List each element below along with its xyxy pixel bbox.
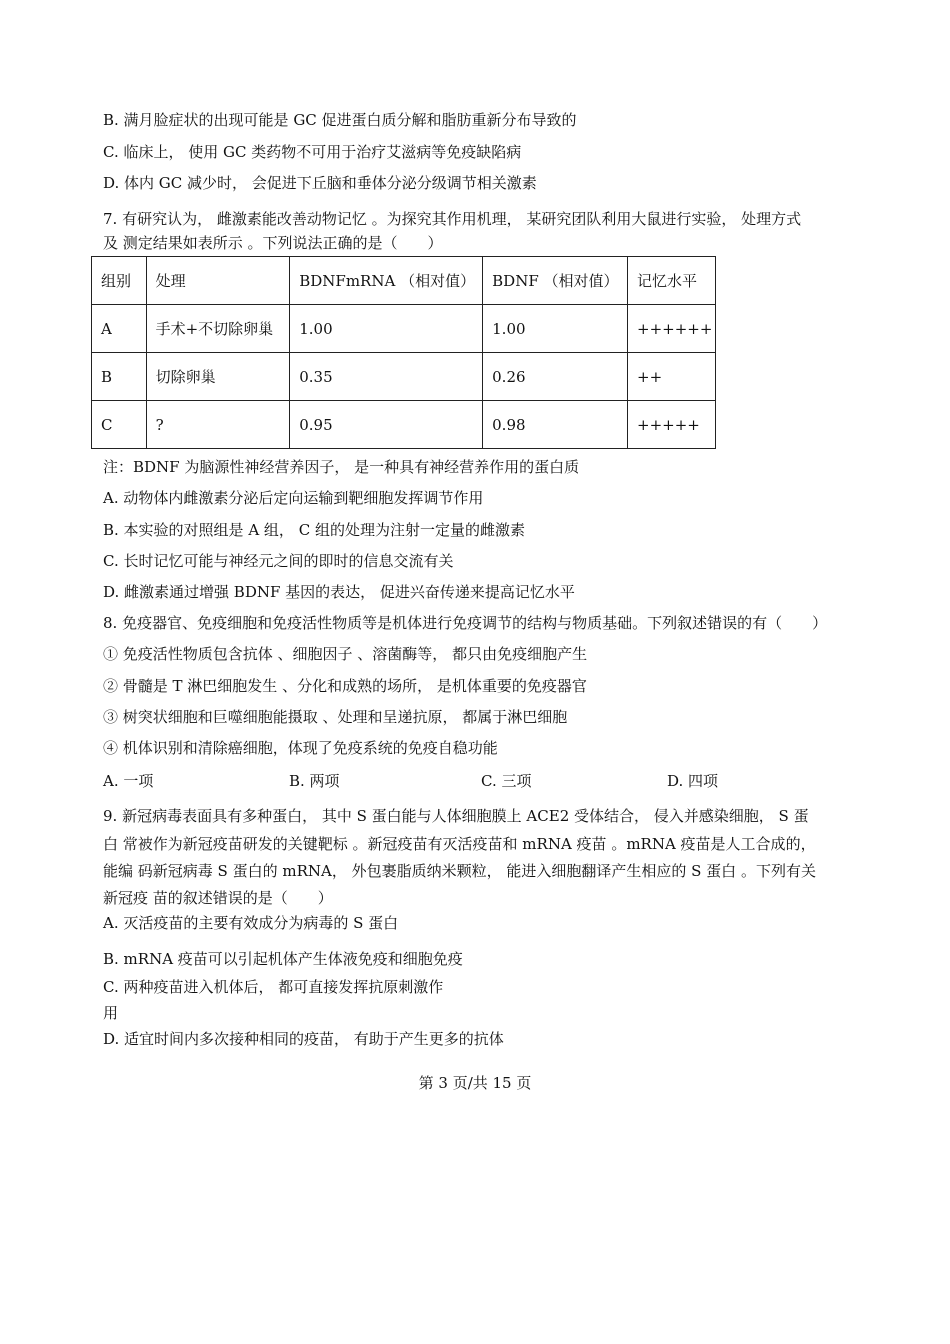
table-header-row [92, 257, 716, 305]
q8-option-b: B. 两项 [289, 772, 340, 790]
table-cell: 0.95 [290, 401, 483, 449]
q8-option-a: A. 一项 [103, 772, 154, 790]
q8-stem: 8. 免疫器官、免疫细胞和免疫活性物质等是机体进行免疫调节的结构与物质基础。下列叙述错误的有（ ） [103, 614, 828, 632]
q6-option-c: C. 临床上， 使用 GC 类药物不可用于治疗艾滋病等免疫缺陷病 [103, 143, 522, 161]
q8-item-4: ④ 机体识别和清除癌细胞，体现了免疫系统的免疫自稳功能 [103, 739, 498, 757]
q9-option-a: A. 灭活疫苗的主要有效成分为病毒的 S 蛋白 [103, 914, 399, 932]
table-cell: B [92, 353, 147, 401]
table-row [92, 305, 716, 353]
q7-stem-line2: 及 测定结果如表所示 。下列说法正确的是（ ） [103, 234, 443, 252]
q7-results-table [91, 256, 716, 449]
q8-option-d: D. 四项 [667, 772, 719, 790]
q7-option-c: C. 长时记忆可能与神经元之间的即时的信息交流有关 [103, 552, 454, 570]
table-cell: 0.26 [483, 353, 628, 401]
q7-option-a: A. 动物体内雌激素分泌后定向运输到靶细胞发挥调节作用 [103, 489, 484, 507]
q7-note: 注：BDNF 为脑源性神经营养因子， 是一种具有神经营养作用的蛋白质 [103, 458, 580, 476]
table-cell: 手术+不切除卵巢 [146, 305, 290, 353]
page-number: 第 3 页/共 15 页 [418, 1074, 532, 1092]
table-header-cell: 记忆水平 [628, 257, 716, 305]
table-row [92, 401, 716, 449]
q9-stem-line2: 白 常被作为新冠疫苗研发的关键靶标 。新冠疫苗有灭活疫苗和 mRNA 疫苗 。mRNA 疫苗是人工合成的， [103, 835, 816, 853]
table-cell: 0.98 [483, 401, 628, 449]
q6-option-d: D. 体内 GC 减少时， 会促进下丘脑和垂体分泌分级调节相关激素 [103, 174, 537, 192]
table-header-cell: BDNFmRNA （相对值） [290, 257, 483, 305]
table-cell: ++++++ [628, 305, 716, 353]
q7-option-b: B. 本实验的对照组是 A 组， C 组的处理为注射一定量的雌激素 [103, 521, 525, 539]
table-cell: A [92, 305, 147, 353]
table-cell: 1.00 [290, 305, 483, 353]
q9-option-c-line2: 用 [103, 1004, 119, 1022]
q9-stem-line1: 9. 新冠病毒表面具有多种蛋白， 其中 S 蛋白能与人体细胞膜上 ACE2 受体结合， 侵入并感染细胞， S 蛋 [103, 807, 809, 825]
table-cell: C [92, 401, 147, 449]
table-cell: 切除卵巢 [146, 353, 290, 401]
table-row [92, 353, 716, 401]
table-header-cell: 组别 [92, 257, 147, 305]
q9-stem-line3: 能编 码新冠病毒 S 蛋白的 mRNA， 外包裹脂质纳米颗粒， 能进入细胞翻译产生相应的 S 蛋白 。下列有关 [103, 862, 816, 880]
table-cell: ++ [628, 353, 716, 401]
q8-option-c: C. 三项 [481, 772, 532, 790]
q8-item-1: ① 免疫活性物质包含抗体 、细胞因子 、溶菌酶等， 都只由免疫细胞产生 [103, 645, 588, 663]
table-header-cell: BDNF （相对值） [483, 257, 628, 305]
table-cell: ? [146, 401, 290, 449]
table-header-cell: 处理 [146, 257, 290, 305]
q8-item-2: ② 骨髓是 T 淋巴细胞发生 、分化和成熟的场所， 是机体重要的免疫器官 [103, 677, 587, 695]
table-cell: +++++ [628, 401, 716, 449]
q9-option-d: D. 适宜时间内多次接种相同的疫苗， 有助于产生更多的抗体 [103, 1030, 504, 1048]
table-cell: 0.35 [290, 353, 483, 401]
q9-option-c-line1: C. 两种疫苗进入机体后， 都可直接发挥抗原刺激作 [103, 978, 444, 996]
q9-stem-line4: 新冠疫 苗的叙述错误的是（ ） [103, 889, 333, 907]
q7-option-d: D. 雌激素通过增强 BDNF 基因的表达， 促进兴奋传递来提高记忆水平 [103, 583, 575, 601]
table-cell: 1.00 [483, 305, 628, 353]
q8-item-3: ③ 树突状细胞和巨噬细胞能摄取 、处理和呈递抗原， 都属于淋巴细胞 [103, 708, 568, 726]
q6-option-b: B. 满月脸症状的出现可能是 GC 促进蛋白质分解和脂肪重新分布导致的 [103, 111, 577, 129]
q9-option-b: B. mRNA 疫苗可以引起机体产生体液免疫和细胞免疫 [103, 950, 463, 968]
q7-stem-line1: 7. 有研究认为， 雌激素能改善动物记忆 。为探究其作用机理， 某研究团队利用大鼠进行实验， 处理方式 [103, 210, 802, 228]
